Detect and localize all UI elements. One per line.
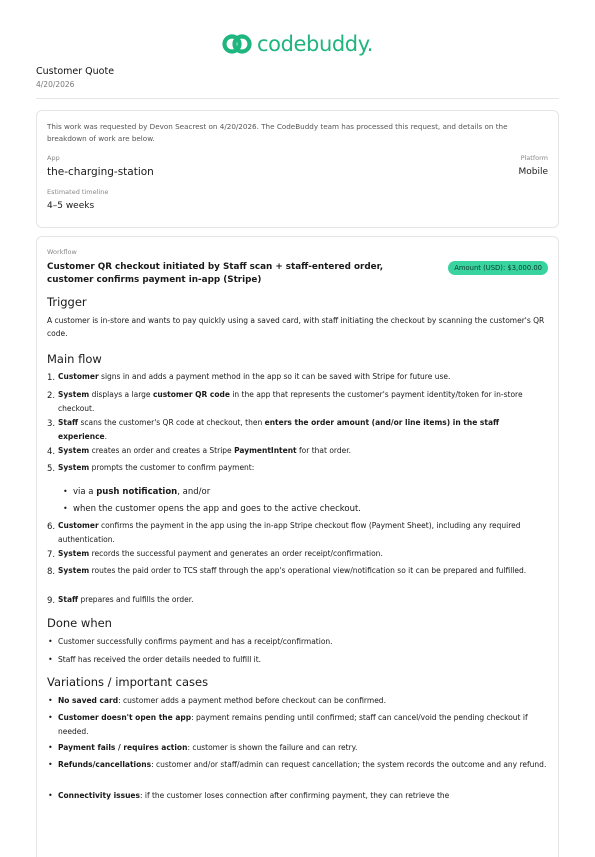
app-label: App	[47, 154, 60, 162]
sub-list-item: • via a push notification, and/or	[63, 487, 211, 497]
list-item: 5. System prompts the customer to confirm payment:	[47, 463, 255, 474]
list-item: • Connectivity issues: if the customer loses connection after confirming payment, they can retrieve the	[48, 791, 450, 800]
done-heading: Done when	[47, 616, 112, 630]
list-item: 1. Customer signs in and adds a payment method in the app so it can be saved with Stripe for future use.	[47, 372, 451, 383]
list-item: • Customer successfully confirms payment and has a receipt/confirmation.	[48, 637, 333, 646]
brand-logo	[0, 31, 595, 57]
app-value: the-charging-station	[47, 166, 154, 178]
main-flow-heading: Main flow	[47, 352, 102, 366]
list-item: 8. System routes the paid order to TCS staff through the app's operational view/notification so it can be prepared and fulfilled.	[47, 566, 527, 577]
list-item: 6. Customer confirms the payment in the app using the in-app Stripe checkout flow (Payment Sheet), including any required authentication.	[47, 521, 521, 544]
timeline-value: 4–5 weeks	[47, 201, 95, 211]
brand-name: codebuddy.	[256, 32, 374, 56]
platform-value: Mobile	[518, 167, 548, 177]
list-item: • Customer doesn't open the app: payment remains pending until confirmed; staff can cancel/void the pending checkout if needed.	[48, 713, 528, 736]
list-item: • Refunds/cancellations: customer and/or staff/admin can request cancellation; the system records the outcome and any refund.	[48, 760, 547, 769]
list-item: • Payment fails / requires action: customer is shown the failure and can retry.	[48, 743, 358, 752]
codebuddy-logo-icon	[222, 33, 252, 55]
list-item: 3. Staff scans the customer's QR code at checkout, then enters the order amount (and/or line items) in the staff experience.	[47, 418, 500, 441]
list-item: 7. System records the successful payment and generates an order receipt/confirmation.	[47, 549, 383, 560]
divider	[36, 98, 559, 99]
timeline-label: Estimated timeline	[47, 188, 109, 196]
platform-label: Platform	[520, 154, 548, 162]
sub-list-item: • when the customer opens the app and goes to the active checkout.	[63, 504, 362, 514]
variations-heading: Variations / important cases	[47, 675, 209, 689]
list-item: • Staff has received the order details needed to fulfill it.	[48, 655, 262, 664]
workflow-card	[36, 236, 559, 857]
list-item: 4. System creates an order and creates a Stripe PaymentIntent for that order.	[47, 446, 352, 457]
workflow-title: Customer QR checkout initiated by Staff scan + staff-entered order, customer confirms payment in-app (Stripe)	[47, 262, 384, 285]
list-item: 2. System displays a large customer QR code in the app that represents the customer's payment identity/token for in-store checkout.	[47, 390, 523, 413]
summary-card	[36, 110, 559, 228]
workflow-label: Workflow	[47, 248, 77, 256]
request-summary: This work was requested by Devon Seacrest on 4/20/2026. The CodeBuddy team has processed this request, and details on the breakdown of work are below.	[47, 122, 508, 143]
trigger-heading: Trigger	[47, 295, 87, 309]
trigger-text: A customer is in-store and wants to pay quickly using a saved card, with staff initiating the checkout by scanning the customer's QR code.	[47, 316, 545, 338]
quote-date: 4/20/2026	[36, 80, 75, 89]
page-title: Customer Quote	[36, 66, 115, 77]
list-item: • No saved card: customer adds a payment method before checkout can be confirmed.	[48, 696, 386, 705]
amount-badge: Amount (USD): $3,000.00	[448, 261, 548, 275]
list-item: 9. Staff prepares and fulfills the order.	[47, 595, 194, 606]
